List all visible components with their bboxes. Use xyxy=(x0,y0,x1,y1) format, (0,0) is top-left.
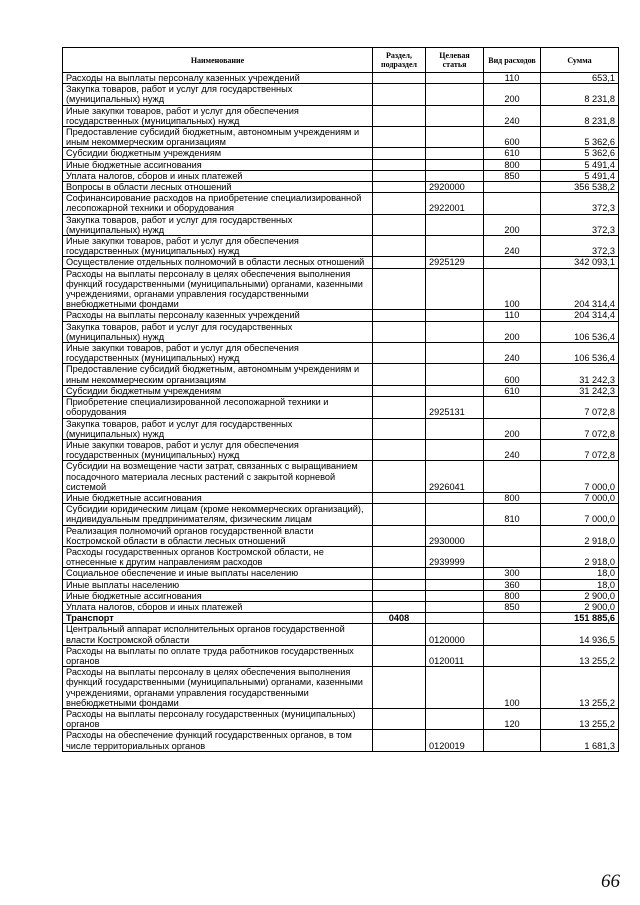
cell-kind xyxy=(484,624,541,645)
cell-sum: 653,1 xyxy=(541,73,619,84)
cell-name: Расходы государственных органов Костромской области, не отнесенные к другим направлениям расходов xyxy=(63,546,373,567)
cell-name: Иные закупки товаров, работ и услуг для обеспечения государственных (муниципальных) нужд xyxy=(63,343,373,364)
cell-kind xyxy=(484,546,541,567)
cell-target: 0120011 xyxy=(426,645,484,666)
cell-section xyxy=(373,439,426,460)
cell-name: Иные бюджетные ассигнования xyxy=(63,492,373,503)
cell-kind xyxy=(484,613,541,624)
cell-section: 0408 xyxy=(373,613,426,624)
cell-target: 2920000 xyxy=(426,182,484,193)
cell-name: Приобретение специализированной лесопожарной техники и оборудования xyxy=(63,397,373,418)
cell-name: Субсидии юридическим лицам (кроме некоммерческих организаций), индивидуальным предпринимателям, физическим лицам xyxy=(63,504,373,525)
cell-name: Субсидии бюджетным учреждениям xyxy=(63,385,373,396)
cell-target: 2925129 xyxy=(426,257,484,268)
cell-sum: 7 072,8 xyxy=(541,397,619,418)
header-sum: Сумма xyxy=(541,48,619,73)
cell-sum: 151 885,6 xyxy=(541,613,619,624)
table-row xyxy=(63,73,619,84)
table-row xyxy=(63,159,619,170)
cell-section xyxy=(373,321,426,342)
cell-kind: 610 xyxy=(484,148,541,159)
table-row xyxy=(63,624,619,645)
cell-target xyxy=(426,105,484,126)
cell-sum: 372,3 xyxy=(541,214,619,235)
cell-target xyxy=(426,613,484,624)
cell-target xyxy=(426,321,484,342)
cell-section xyxy=(373,397,426,418)
table-header-row xyxy=(63,48,619,73)
header-section: Раздел, подраздел xyxy=(373,48,426,73)
cell-kind: 800 xyxy=(484,159,541,170)
cell-target: 2930000 xyxy=(426,525,484,546)
table-row xyxy=(63,84,619,105)
cell-target xyxy=(426,492,484,503)
table-row xyxy=(63,182,619,193)
cell-target xyxy=(426,601,484,612)
table-row xyxy=(63,730,619,751)
table-row xyxy=(63,579,619,590)
cell-sum: 7 000,0 xyxy=(541,504,619,525)
cell-sum: 18,0 xyxy=(541,579,619,590)
cell-kind: 240 xyxy=(484,343,541,364)
cell-sum: 356 538,2 xyxy=(541,182,619,193)
table-row xyxy=(63,645,619,666)
table-row xyxy=(63,310,619,321)
cell-sum: 14 936,5 xyxy=(541,624,619,645)
cell-target xyxy=(426,590,484,601)
cell-name: Иные закупки товаров, работ и услуг для обеспечения государственных (муниципальных) нужд xyxy=(63,439,373,460)
table-row xyxy=(63,461,619,493)
cell-kind: 600 xyxy=(484,127,541,148)
cell-kind: 360 xyxy=(484,579,541,590)
cell-sum: 204 314,4 xyxy=(541,310,619,321)
cell-section xyxy=(373,525,426,546)
cell-sum: 204 314,4 xyxy=(541,268,619,310)
cell-section xyxy=(373,193,426,214)
cell-sum: 2 918,0 xyxy=(541,546,619,567)
cell-sum: 7 072,8 xyxy=(541,418,619,439)
cell-sum: 18,0 xyxy=(541,568,619,579)
table-row xyxy=(63,590,619,601)
cell-kind: 800 xyxy=(484,492,541,503)
cell-section xyxy=(373,127,426,148)
table-row xyxy=(63,397,619,418)
table-row xyxy=(63,268,619,310)
cell-target xyxy=(426,73,484,84)
cell-section xyxy=(373,236,426,257)
cell-sum: 13 255,2 xyxy=(541,667,619,709)
table-row xyxy=(63,613,619,624)
cell-kind xyxy=(484,461,541,493)
table-row xyxy=(63,170,619,181)
cell-section xyxy=(373,214,426,235)
cell-target xyxy=(426,214,484,235)
cell-section xyxy=(373,148,426,159)
cell-sum: 5 491,4 xyxy=(541,159,619,170)
cell-target xyxy=(426,159,484,170)
table-row xyxy=(63,343,619,364)
cell-sum: 7 000,0 xyxy=(541,492,619,503)
cell-kind: 610 xyxy=(484,385,541,396)
cell-section xyxy=(373,268,426,310)
table-row xyxy=(63,439,619,460)
cell-name: Иные бюджетные ассигнования xyxy=(63,159,373,170)
cell-sum: 5 362,6 xyxy=(541,127,619,148)
cell-sum: 1 681,3 xyxy=(541,730,619,751)
cell-name: Иные закупки товаров, работ и услуг для обеспечения государственных (муниципальных) нужд xyxy=(63,105,373,126)
table-row xyxy=(63,568,619,579)
cell-name: Расходы на выплаты персоналу государственных (муниципальных) органов xyxy=(63,708,373,729)
cell-target xyxy=(426,708,484,729)
cell-section xyxy=(373,708,426,729)
cell-sum: 13 255,2 xyxy=(541,708,619,729)
cell-name: Иные бюджетные ассигнования xyxy=(63,590,373,601)
cell-kind xyxy=(484,193,541,214)
cell-kind xyxy=(484,397,541,418)
cell-name: Уплата налогов, сборов и иных платежей xyxy=(63,601,373,612)
table-row xyxy=(63,214,619,235)
cell-sum: 372,3 xyxy=(541,193,619,214)
cell-sum: 7 000,0 xyxy=(541,461,619,493)
cell-kind: 110 xyxy=(484,73,541,84)
table-row xyxy=(63,708,619,729)
cell-section xyxy=(373,624,426,645)
cell-target xyxy=(426,439,484,460)
cell-target: 2926041 xyxy=(426,461,484,493)
cell-section xyxy=(373,418,426,439)
cell-target: 0120000 xyxy=(426,624,484,645)
cell-section xyxy=(373,159,426,170)
cell-sum: 106 536,4 xyxy=(541,321,619,342)
cell-kind: 300 xyxy=(484,568,541,579)
cell-name: Закупка товаров, работ и услуг для государственных (муниципальных) нужд xyxy=(63,418,373,439)
table-row xyxy=(63,193,619,214)
cell-name: Социальное обеспечение и иные выплаты населению xyxy=(63,568,373,579)
cell-kind: 200 xyxy=(484,84,541,105)
cell-name: Субсидии бюджетным учреждениям xyxy=(63,148,373,159)
budget-table xyxy=(62,47,619,752)
cell-name: Расходы на выплаты персоналу казенных учреждений xyxy=(63,73,373,84)
cell-target: 2925131 xyxy=(426,397,484,418)
cell-target xyxy=(426,84,484,105)
table-row xyxy=(63,525,619,546)
cell-sum: 372,3 xyxy=(541,236,619,257)
table-row xyxy=(63,546,619,567)
cell-target xyxy=(426,568,484,579)
cell-name: Расходы на выплаты персоналу в целях обеспечения выполнения функций государственными (муниципальными) органами, казенными учреждениями, органами управления государственными внебюджетными фондами xyxy=(63,268,373,310)
cell-target xyxy=(426,148,484,159)
cell-name: Предоставление субсидий бюджетным, автономным учреждениям и иным некоммерческим организациям xyxy=(63,364,373,385)
cell-sum: 5 491,4 xyxy=(541,170,619,181)
cell-sum: 2 900,0 xyxy=(541,601,619,612)
cell-section xyxy=(373,364,426,385)
cell-target: 2939999 xyxy=(426,546,484,567)
cell-kind: 850 xyxy=(484,601,541,612)
cell-kind xyxy=(484,730,541,751)
cell-section xyxy=(373,170,426,181)
cell-name: Расходы на выплаты персоналу казенных учреждений xyxy=(63,310,373,321)
cell-sum: 8 231,8 xyxy=(541,105,619,126)
cell-sum: 31 242,3 xyxy=(541,385,619,396)
cell-section xyxy=(373,667,426,709)
cell-name: Закупка товаров, работ и услуг для государственных (муниципальных) нужд xyxy=(63,84,373,105)
cell-target xyxy=(426,268,484,310)
cell-section xyxy=(373,590,426,601)
table-row xyxy=(63,105,619,126)
cell-section xyxy=(373,310,426,321)
cell-section xyxy=(373,645,426,666)
cell-name: Софинансирование расходов на приобретение специализированной лесопожарной техники и оборудования xyxy=(63,193,373,214)
table-row xyxy=(63,148,619,159)
cell-target xyxy=(426,667,484,709)
cell-sum: 8 231,8 xyxy=(541,84,619,105)
cell-section xyxy=(373,73,426,84)
table-body xyxy=(63,73,619,752)
cell-kind xyxy=(484,525,541,546)
cell-kind: 200 xyxy=(484,418,541,439)
cell-target xyxy=(426,310,484,321)
cell-target xyxy=(426,127,484,148)
cell-kind: 810 xyxy=(484,504,541,525)
cell-sum: 31 242,3 xyxy=(541,364,619,385)
cell-name: Центральный аппарат исполнительных органов государственной власти Костромской области xyxy=(63,624,373,645)
cell-section xyxy=(373,105,426,126)
cell-target: 2922001 xyxy=(426,193,484,214)
table-row xyxy=(63,418,619,439)
cell-kind: 120 xyxy=(484,708,541,729)
cell-section xyxy=(373,601,426,612)
header-kind: Вид расходов xyxy=(484,48,541,73)
table-row xyxy=(63,601,619,612)
cell-name: Предоставление субсидий бюджетным, автономным учреждениям и иным некоммерческим организациям xyxy=(63,127,373,148)
cell-section xyxy=(373,492,426,503)
cell-kind: 240 xyxy=(484,236,541,257)
cell-name: Иные выплаты населению xyxy=(63,579,373,590)
cell-target xyxy=(426,504,484,525)
cell-kind: 100 xyxy=(484,667,541,709)
page-number: 66 xyxy=(601,871,620,892)
cell-target xyxy=(426,236,484,257)
cell-section xyxy=(373,343,426,364)
cell-sum: 2 918,0 xyxy=(541,525,619,546)
cell-section xyxy=(373,182,426,193)
cell-kind: 200 xyxy=(484,321,541,342)
cell-section xyxy=(373,568,426,579)
cell-name: Иные закупки товаров, работ и услуг для обеспечения государственных (муниципальных) нужд xyxy=(63,236,373,257)
cell-sum: 7 072,8 xyxy=(541,439,619,460)
cell-section xyxy=(373,461,426,493)
cell-name: Расходы на обеспечение функций государственных органов, в том числе территориальных органов xyxy=(63,730,373,751)
table-row xyxy=(63,127,619,148)
cell-sum: 342 093,1 xyxy=(541,257,619,268)
cell-target xyxy=(426,579,484,590)
cell-section xyxy=(373,730,426,751)
cell-section xyxy=(373,84,426,105)
cell-target: 0120019 xyxy=(426,730,484,751)
cell-kind xyxy=(484,182,541,193)
cell-kind: 240 xyxy=(484,439,541,460)
cell-target xyxy=(426,343,484,364)
cell-kind: 100 xyxy=(484,268,541,310)
cell-target xyxy=(426,418,484,439)
cell-kind: 600 xyxy=(484,364,541,385)
cell-name: Расходы на выплаты по оплате труда работников государственных органов xyxy=(63,645,373,666)
cell-kind xyxy=(484,645,541,666)
cell-sum: 13 255,2 xyxy=(541,645,619,666)
cell-target xyxy=(426,385,484,396)
cell-name: Вопросы в области лесных отношений xyxy=(63,182,373,193)
table-row xyxy=(63,492,619,503)
cell-name: Транспорт xyxy=(63,613,373,624)
table-row xyxy=(63,236,619,257)
table-row xyxy=(63,504,619,525)
cell-kind: 800 xyxy=(484,590,541,601)
table-row xyxy=(63,667,619,709)
cell-sum: 106 536,4 xyxy=(541,343,619,364)
table-row xyxy=(63,257,619,268)
cell-kind xyxy=(484,257,541,268)
cell-section xyxy=(373,504,426,525)
cell-kind: 110 xyxy=(484,310,541,321)
cell-kind: 850 xyxy=(484,170,541,181)
cell-section xyxy=(373,546,426,567)
header-target: Целевая статья xyxy=(426,48,484,73)
cell-name: Субсидии на возмещение части затрат, связанных с выращиванием посадочного материала лесных растений с закрытой корневой системой xyxy=(63,461,373,493)
cell-name: Закупка товаров, работ и услуг для государственных (муниципальных) нужд xyxy=(63,321,373,342)
cell-name: Осуществление отдельных полномочий в области лесных отношений xyxy=(63,257,373,268)
cell-section xyxy=(373,385,426,396)
cell-sum: 5 362,6 xyxy=(541,148,619,159)
cell-target xyxy=(426,170,484,181)
cell-name: Реализация полномочий органов государственной власти Костромской области в области лесных отношений xyxy=(63,525,373,546)
cell-name: Уплата налогов, сборов и иных платежей xyxy=(63,170,373,181)
cell-target xyxy=(426,364,484,385)
table-row xyxy=(63,364,619,385)
cell-sum: 2 900,0 xyxy=(541,590,619,601)
cell-section xyxy=(373,579,426,590)
cell-section xyxy=(373,257,426,268)
cell-name: Закупка товаров, работ и услуг для государственных (муниципальных) нужд xyxy=(63,214,373,235)
table-row xyxy=(63,321,619,342)
cell-kind: 240 xyxy=(484,105,541,126)
cell-kind: 200 xyxy=(484,214,541,235)
header-name: Наименование xyxy=(63,48,373,73)
table-row xyxy=(63,385,619,396)
cell-name: Расходы на выплаты персоналу в целях обеспечения выполнения функций государственными (муниципальными) органами, казенными учреждениями, органами управления государственными внебюджетными фондами xyxy=(63,667,373,709)
